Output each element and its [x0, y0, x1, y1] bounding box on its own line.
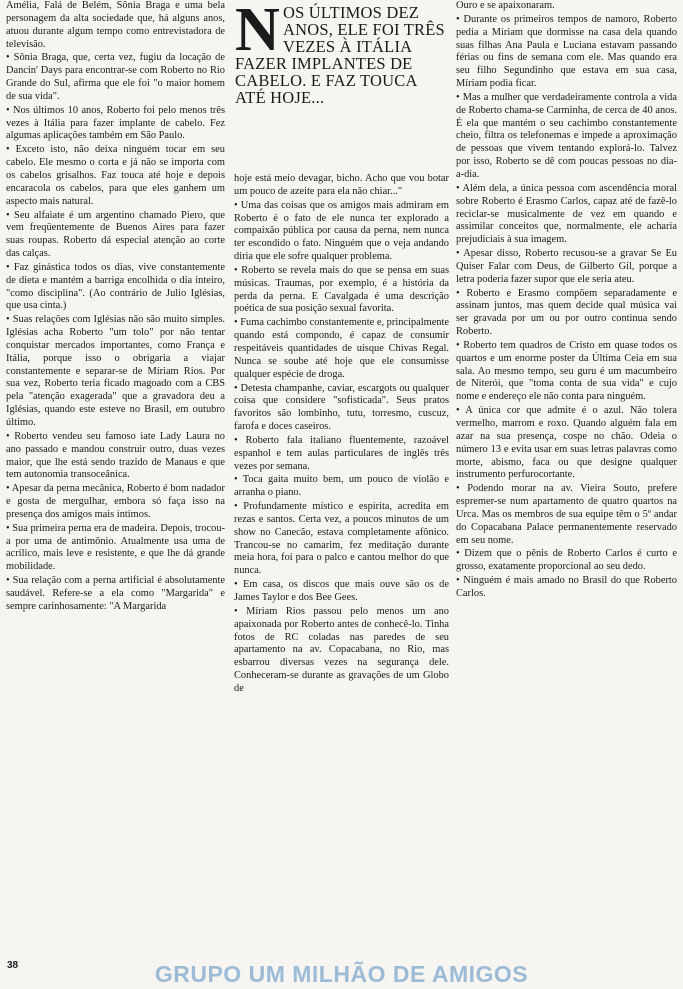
paragraph: • Suas relações com Iglésias não são muito simples. Iglésias acha Roberto "um tolo" por não tentar conquistar mercados importantes, como França e Itália, porque isso o obrigaria a viajar constantemente e separar-se de Míriam Rios. Por sua vez, Roberto teria ficado magoado com a CBS pela "atenção exagerada" que a gravadora deu a Iglésias, quando este esteve no Brasil, em outubro último. — [6, 314, 225, 428]
paragraph: • Sônia Braga, que, certa vez, fugiu da locação de Dancin' Days para encontrar-se com Roberto no Rio Grande do Sul, afirma que ele foi "o maior homem de sua vida". — [6, 52, 225, 102]
pull-quote — [235, 0, 447, 107]
paragraph: • Em casa, os discos que mais ouve são os de James Taylor e dos Bee Gees. — [234, 579, 449, 603]
paragraph: hoje está meio devagar, bicho. Acho que vou botar um pouco de azeite para ela não chiar..." — [234, 173, 449, 197]
paragraph: • Exceto isto, não deixa ninguém tocar em seu cabelo. Ele mesmo o corta e já não se importa com os cabelos grisalhos. Faz touca até hoje e depois encaracola os cabelos, para que eles ganhem um aspecto mais natural. — [6, 144, 225, 207]
paragraph: • Sua primeira perna era de madeira. Depois, trocou-a por uma de antimônio. Atualmente usa uma de acrílico, mais leve e resistente, e que lhe dá grande mobilidade. — [6, 522, 225, 573]
paragraph: • Apesar da perna mecânica, Roberto é bom nadador e gosta de mergulhar, embora só faça isso na presença dos amigos mais íntimos. — [6, 483, 225, 520]
text-column-3 — [456, 0, 677, 601]
paragraph: • Roberto vendeu seu famoso iate Lady Laura no ano passado e mandou construir outro, duas vezes maior, que lhe está sendo trazido de Manaus e que tem autonomia transoceânica. — [6, 430, 225, 481]
paragraph: Amélia, Falá de Belém, Sônia Braga e uma bela personagem da alta sociedade que, há alguns anos, atuou durante algum tempo como entrevistadora de televisão. — [6, 0, 225, 50]
paragraph: • Profundamente místico e espírita, acredita em rezas e santos. Certa vez, a poucos minutos de um show no Canecão, estava completamente afônico. Trancou-se no camarim, fez meditação durante meia hora, foi para o palco e cantou melhor do que nunca. — [234, 501, 449, 577]
paragraph: Ouro e se apaixonaram. — [456, 0, 555, 11]
paragraph: • Mas a mulher que verdadeiramente controla a vida de Roberto chama-se Carminha, de cerca de 40 anos. É ela que mantém o seu cachimbo constantemente cheio, filtra os telefonemas e impede a aproximação de pessoas que vivem tentando explorá-lo. Talvez por isso, Roberto se dê com poucas pessoas no dia-a-dia. — [456, 91, 677, 180]
paragraph: • Roberto tem quadros de Cristo em quase todos os quartos e um enorme poster da Última Ceia em sua sala. Ao mesmo tempo, seu guru é um macumbeiro de Niterói, que "toma conta de sua vida" e cujo nome e endereço ele não conta para ninguém. — [456, 339, 677, 403]
pull-quote-text: OS ÚLTIMOS DEZ ANOS, ELE FOI TRÊS VEZES À ITÁLIA FAZER IMPLANTES DE CABELO. E FAZ TOUCA ATÉ HOJE... — [235, 3, 445, 107]
paragraph: • Seu alfaiate é um argentino chamado Piero, que vem freqüentemente de Buenos Aires para fazer suas roupas. Roberto dá especial atenção ao corte das calças. — [6, 209, 225, 260]
paragraph: • Roberto e Erasmo compõem separadamente e assinam juntos, mas quem decide qual música vai ser gravada por um ou por outro continua sendo Roberto. — [456, 287, 677, 338]
paragraph: • Uma das coisas que os amigos mais admiram em Roberto é o fato de ele nunca ter explorado a compaixão pública por causa da perna, nem nunca ter escondido o fato. Ninguém que o veja andando diria que ele sofre qualquer problema. — [234, 199, 449, 263]
paragraph: • Detesta champanhe, caviar, escargots ou qualquer coisa que considere "sofisticada". Seus pratos favoritos são lombinho, tutu, torresmo, cuscuz, farofa e doces caseiros. — [234, 382, 449, 433]
paragraph: • Míriam Rios passou pelo menos um ano apaixonada por Roberto antes de conhecê-lo. Tinha fotos de RC coladas nas paredes de seu apartamento na av. Copacabana, no Rio, mas esbarrou diversas vezes na segurança dele. Conheceram-se durante as gravações de um Globo de — [234, 605, 449, 694]
paragraph: • Durante os primeiros tempos de namoro, Roberto pedia a Míriam que dormisse na casa dela quando suas filhas Ana Paula e Luciana estavam passando férias ou fins de semana com ele. Mas quando era seu filho Segundinho que estava em sua casa, Míriam podia ficar. — [456, 13, 677, 90]
paragraph: • Roberto se revela mais do que se pensa em suas músicas. Traumas, por exemplo, é a história da perda da perna. E Cavalgada é uma descrição poética de sua posição sexual favorita. — [234, 264, 449, 315]
paragraph: • Além dela, a única pessoa com ascendência moral sobre Roberto é Erasmo Carlos, capaz até de fazê-lo reciclar-se musicalmente de vez em quando e assimilar conceitos que, normalmente, ele acharia prejudiciais à sua imagem. — [456, 182, 677, 246]
paragraph: • Sua relação com a perna artificial é absolutamente saudável. Refere-se a ela como "Margarida" e sempre carinhosamente: "A Margarida — [6, 575, 225, 612]
text-column-2 — [234, 173, 449, 696]
paragraph: • Dizem que o pênis de Roberto Carlos é curto e grosso, exatamente proporcional ao seu dedo. — [456, 548, 677, 573]
footer-watermark: GRUPO UM MILHÃO DE AMIGOS — [154, 961, 529, 987]
paragraph: • Podendo morar na av. Vieira Souto, prefere espremer-se num apartamento de quatro quartos na Urca. Mas os membros de sua equipe têm o 5º andar do Copacabana Palace permanentemente reservado em seu nome. — [456, 483, 677, 546]
paragraph: • Nos últimos 10 anos, Roberto foi pelo menos três vezes à Itália para fazer implante de cabelo. Fez algumas aplicações também em São Paulo. — [6, 104, 225, 142]
drop-cap: N — [235, 0, 280, 64]
paragraph: • Apesar disso, Roberto recusou-se a gravar Se Eu Quiser Falar com Deus, de Gilberto Gil, porque a letra poderia fazer supor que ele seria ateu. — [456, 248, 677, 285]
paragraph: • Toca gaita muito bem, um pouco de violão e arranha o piano. — [234, 474, 449, 499]
paragraph: • A única cor que admite é o azul. Não tolera vermelho, marrom e roxo. Quando alguém fala em azar na sua presença, cospe no chão. Odeia o número 13 e evita usar em suas letras palavras como morte, abismo, faca ou que designe qualquer instrumento perfurocortante. — [456, 405, 677, 481]
paragraph: • Ninguém é mais amado no Brasil do que Roberto Carlos. — [456, 575, 677, 599]
text-column-1 — [6, 0, 225, 614]
paragraph: • Fuma cachimbo constantemente e, principalmente quando está compondo, é capaz de consumir respeitáveis quantidades de uísque Chivas Regal. Nunca se soube até hoje que ele consumisse qualquer espécie de droga. — [234, 317, 449, 380]
paragraph: • Roberto fala italiano fluentemente, razoável espanhol e tem aulas particulares de inglês três vezes por semana. — [234, 434, 449, 472]
paragraph: • Faz ginástica todos os dias, vive constantemente de dieta e mantém a barriga encolhida o dia inteiro, "como disciplina". (Ao contrário de Julio Iglésias, que usa cinta.) — [6, 261, 225, 312]
page-number: 38 — [7, 960, 19, 971]
